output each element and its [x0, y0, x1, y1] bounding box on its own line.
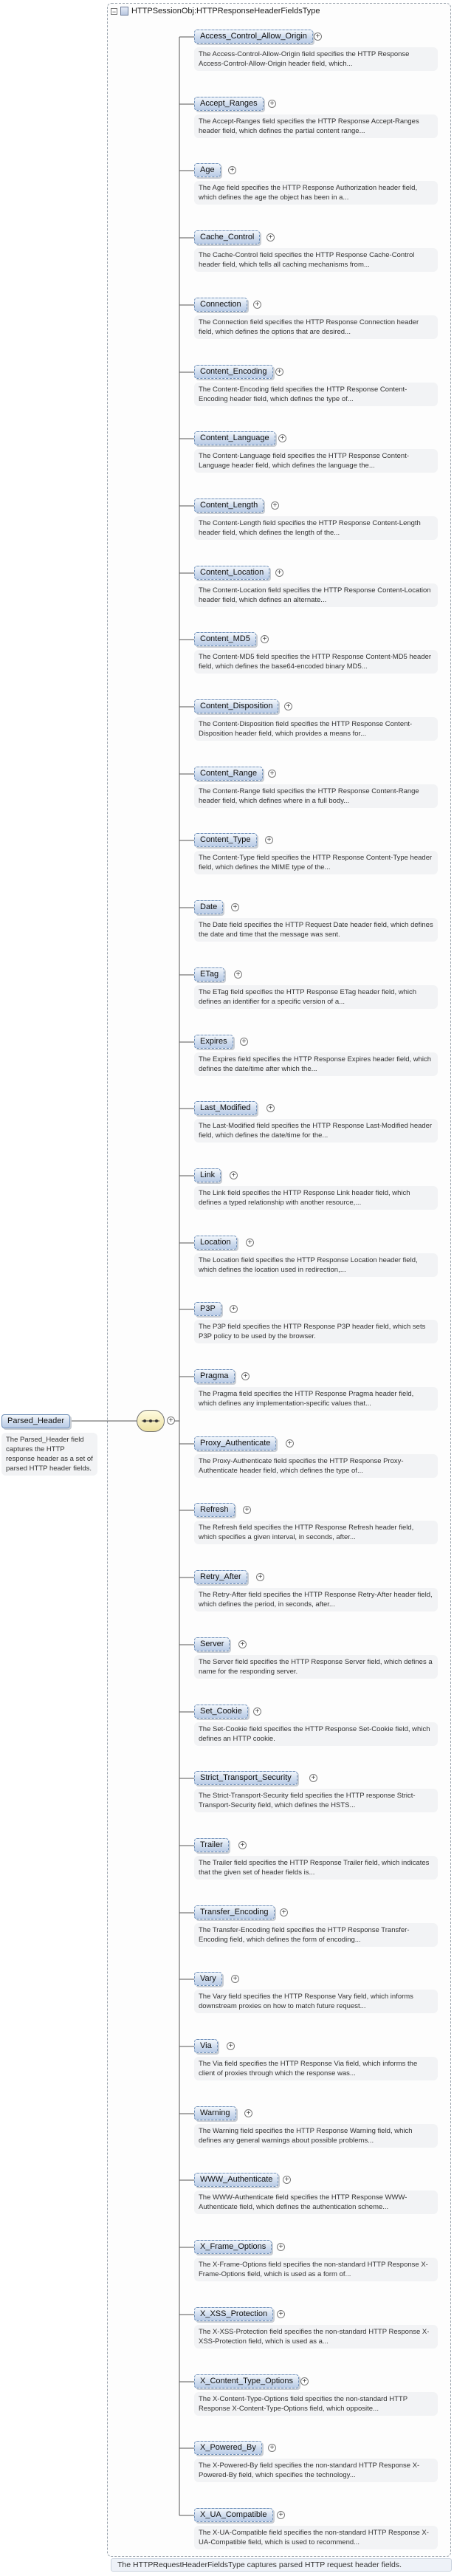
field-doc: The X-XSS-Protection field specifies the non-standard HTTP Response X-XSS-Protection field, which is used as a...: [194, 2325, 438, 2349]
field-expand-icon[interactable]: +: [243, 1506, 251, 1514]
field-label: Link: [200, 1171, 216, 1179]
field-node-retry-after[interactable]: [194, 1570, 247, 1584]
field-doc: The Content-Disposition field specifies the HTTP Response Content-Disposition header field, which provides a means for...: [194, 717, 438, 741]
field-node-content-range[interactable]: [194, 767, 263, 781]
field-node-pragma[interactable]: [194, 1369, 235, 1383]
field-label: Content_Range: [200, 769, 258, 778]
field-node-cache-control[interactable]: [194, 230, 260, 244]
field-node-content-encoding[interactable]: [194, 365, 273, 379]
field-node-expires[interactable]: [194, 1035, 233, 1049]
collapse-icon[interactable]: −: [111, 7, 117, 16]
field-doc: The Date field specifies the HTTP Request Date header field, which defines the date and time that the message was sent.: [194, 918, 438, 942]
field-label: Last_Modified: [200, 1103, 251, 1112]
field-expand-icon[interactable]: +: [265, 836, 273, 844]
field-expand-icon[interactable]: +: [275, 569, 283, 577]
field-expand-icon[interactable]: +: [268, 770, 276, 778]
field-doc: The Pragma field specifies the HTTP Response Pragma header field, which defines any implementation-specific values that...: [194, 1387, 438, 1411]
field-node-www-authenticate[interactable]: [194, 2173, 278, 2187]
field-expand-icon[interactable]: +: [230, 1171, 238, 1179]
field-label: Access_Control_Allow_Origin: [200, 32, 307, 41]
field-expand-icon[interactable]: +: [231, 1975, 239, 1983]
field-expand-icon[interactable]: +: [300, 2377, 309, 2385]
field-doc: The Expires field specifies the HTTP Response Expires header field, which defines the date/time after which the...: [194, 1052, 438, 1076]
field-node-content-length[interactable]: [194, 499, 264, 513]
field-expand-icon[interactable]: +: [266, 233, 275, 242]
field-label: Content_Disposition: [200, 702, 273, 710]
field-expand-icon[interactable]: +: [238, 1640, 247, 1648]
field-doc: The X-Powered-By field specifies the non-standard HTTP Response X-Powered-By field, which specifies the technology...: [194, 2459, 438, 2482]
field-node-x-ua-compatible[interactable]: [194, 2508, 273, 2522]
field-doc: The Proxy-Authenticate field specifies the HTTP Response Proxy-Authenticate header field, which defines the type of...: [194, 1454, 438, 1478]
field-label: Date: [200, 902, 218, 911]
field-expand-icon[interactable]: +: [283, 2176, 291, 2184]
field-doc: The Accept-Ranges field specifies the HTTP Response Accept-Ranges header field, which defines the partial content range...: [194, 114, 438, 138]
field-doc: The Server field specifies the HTTP Response Server field, which defines a name for the responding server.: [194, 1655, 438, 1679]
field-label: Location: [200, 1238, 231, 1247]
field-doc: The Transfer-Encoding field specifies the HTTP Response Transfer-Encoding field, which defines the form of encoding...: [194, 1923, 438, 1947]
field-expand-icon[interactable]: +: [228, 166, 236, 174]
field-node-x-content-type-options[interactable]: [194, 2374, 299, 2388]
field-label: ETag: [200, 970, 219, 979]
field-expand-icon[interactable]: +: [261, 635, 269, 643]
field-doc: The X-Frame-Options field specifies the non-standard HTTP Response X-Frame-Options field, which is used as a form of...: [194, 2258, 438, 2281]
field-label: Strict_Transport_Security: [200, 1773, 292, 1782]
field-doc: The Warning field specifies the HTTP Response Warning field, which defines any general warnings about possible problems...: [194, 2124, 438, 2148]
field-expand-icon[interactable]: +: [266, 1104, 275, 1112]
field-label: Content_Language: [200, 434, 269, 442]
field-doc: The Access-Control-Allow-Origin field specifies the HTTP Response Access-Control-Allow-Origin header field, which...: [194, 47, 438, 71]
field-doc: The Content-Type field specifies the HTTP Response Content-Type header field, which defines the MIME type of the...: [194, 851, 438, 874]
field-expand-icon[interactable]: +: [277, 2511, 285, 2519]
field-node-x-xss-protection[interactable]: [194, 2307, 273, 2321]
field-label: P3P: [200, 1304, 216, 1313]
sequence-compositor-icon[interactable]: [137, 1410, 165, 1432]
field-expand-icon[interactable]: +: [309, 1774, 317, 1782]
field-label: X_Powered_By: [200, 2443, 256, 2452]
field-label: Content_Type: [200, 835, 251, 844]
parsed-header-node[interactable]: [1, 1414, 70, 1428]
field-label: Trailer: [200, 1840, 223, 1849]
field-doc: The Refresh field specifies the HTTP Response Refresh header field, which specifies a given interval, in seconds, after...: [194, 1521, 438, 1544]
field-expand-icon[interactable]: +: [246, 1239, 254, 1247]
field-label: Server: [200, 1640, 224, 1648]
field-doc: The X-UA-Compatible field specifies the non-standard HTTP Response X-UA-Compatible field, which is used to recommend...: [194, 2526, 438, 2549]
field-label: Content_Location: [200, 568, 264, 577]
field-label: Refresh: [200, 1505, 229, 1514]
field-node-age[interactable]: [194, 163, 221, 177]
field-node-strict-transport-security[interactable]: [194, 1771, 297, 1785]
field-node-location[interactable]: [194, 1236, 237, 1250]
field-expand-icon[interactable]: +: [241, 1372, 250, 1380]
parsed-header-label: Parsed_Header: [7, 1417, 65, 1425]
field-label: X_UA_Compatible: [200, 2510, 267, 2519]
field-node-content-md5[interactable]: [194, 632, 256, 646]
field-node-content-disposition[interactable]: [194, 699, 278, 713]
field-expand-icon[interactable]: +: [275, 368, 283, 376]
seq-expand-icon[interactable]: +: [167, 1417, 175, 1425]
field-doc: The Content-Encoding field specifies the HTTP Response Content-Encoding header field, which defines the type of...: [194, 383, 438, 406]
type-name: HTTPSessionObj:HTTPResponseHeaderFieldsType: [131, 7, 320, 16]
field-expand-icon[interactable]: +: [280, 1908, 288, 1916]
field-node-x-powered-by[interactable]: [194, 2441, 262, 2455]
field-node-connection[interactable]: [194, 298, 247, 312]
field-label: Set_Cookie: [200, 1707, 242, 1716]
field-node-proxy-authenticate[interactable]: [194, 1436, 276, 1450]
field-label: Pragma: [200, 1371, 229, 1380]
field-label: Age: [200, 165, 215, 174]
field-expand-icon[interactable]: +: [314, 32, 322, 41]
field-node-p3p[interactable]: [194, 1302, 221, 1316]
field-doc: The WWW-Authenticate field specifies the HTTP Response WWW-Authenticate field, which defines the authentication scheme...: [194, 2190, 438, 2214]
field-expand-icon[interactable]: +: [244, 2109, 252, 2117]
field-node-trailer[interactable]: [194, 1838, 229, 1852]
field-doc: The Content-Range field specifies the HTTP Response Content-Range header field, which defines where in a full body...: [194, 784, 438, 808]
field-doc: The P3P field specifies the HTTP Response P3P header field, which sets P3P policy to be used by the browser.: [194, 1320, 438, 1343]
field-doc: The X-Content-Type-Options field specifies the non-standard HTTP Response X-Content-Type-Options field, which opposite...: [194, 2392, 438, 2416]
field-label: Proxy_Authenticate: [200, 1439, 271, 1448]
field-label: Vary: [200, 1974, 216, 1983]
field-label: Content_Length: [200, 501, 258, 510]
field-label: Warning: [200, 2109, 230, 2117]
field-expand-icon[interactable]: +: [238, 1841, 247, 1849]
field-doc: The Content-Location field specifies the HTTP Response Content-Location header field, which defines an alternate...: [194, 583, 438, 607]
field-doc: The Trailer field specifies the HTTP Response Trailer field, which indicates that the given set of header fields is...: [194, 1856, 438, 1880]
field-node-refresh[interactable]: [194, 1503, 235, 1517]
field-expand-icon[interactable]: +: [268, 100, 276, 108]
field-expand-icon[interactable]: +: [278, 434, 286, 442]
field-node-via[interactable]: [194, 2039, 218, 2053]
field-doc: The Strict-Transport-Security field specifies the HTTP response Strict-Transport-Security field, which defines the HSTS...: [194, 1789, 438, 1812]
field-doc: The Set-Cookie field specifies the HTTP Response Set-Cookie field, which defines an HTTP cookie.: [194, 1722, 438, 1746]
field-label: Content_Encoding: [200, 367, 267, 376]
field-expand-icon[interactable]: +: [277, 2243, 285, 2251]
field-label: Expires: [200, 1037, 227, 1046]
field-label: Transfer_Encoding: [200, 1908, 269, 1916]
type-caption: The HTTPRequestHeaderFieldsType captures parsed HTTP request header fields.: [111, 2558, 452, 2572]
field-doc: The Last-Modified field specifies the HTTP Response Last-Modified header field, which defines the date/time for the...: [194, 1119, 438, 1143]
field-expand-icon[interactable]: +: [231, 903, 239, 911]
field-doc: The Content-MD5 field specifies the HTTP Response Content-MD5 header field, which defines the base64-encoded binary MD5...: [194, 650, 438, 674]
field-expand-icon[interactable]: +: [256, 1573, 264, 1581]
field-expand-icon[interactable]: +: [230, 1305, 238, 1313]
field-label: Connection: [200, 300, 241, 309]
field-label: Cache_Control: [200, 233, 255, 242]
field-node-content-language[interactable]: [194, 431, 275, 445]
field-node-vary[interactable]: [194, 1972, 222, 1986]
field-node-transfer-encoding[interactable]: [194, 1905, 275, 1919]
field-label: X_Content_Type_Options: [200, 2377, 293, 2385]
field-node-warning[interactable]: [194, 2106, 236, 2120]
field-doc: The Location field specifies the HTTP Response Location header field, which defines the location used in redirection,...: [194, 1253, 438, 1277]
field-doc: The Link field specifies the HTTP Response Link header field, which defines a typed relationship with another resource,...: [194, 1186, 438, 1210]
field-label: Accept_Ranges: [200, 99, 258, 108]
field-node-access-control-allow-origin[interactable]: [194, 30, 313, 44]
field-expand-icon[interactable]: +: [271, 501, 279, 510]
parsed-header-doc: The Parsed_Header field captures the HTTP response header as a set of parsed HTTP header fields.: [1, 1433, 97, 1476]
field-expand-icon[interactable]: +: [286, 1439, 294, 1448]
field-doc: The Age field specifies the HTTP Response Authorization header field, which defines the age the object has been in a...: [194, 181, 438, 205]
field-label: Retry_After: [200, 1572, 241, 1581]
field-label: Content_MD5: [200, 634, 250, 643]
field-doc: The ETag field specifies the HTTP Response ETag header field, which defines an identifier for a specific version of a...: [194, 985, 438, 1009]
field-doc: The Content-Language field specifies the HTTP Response Content-Language header field, which defines the language the...: [194, 449, 438, 473]
field-expand-icon[interactable]: +: [234, 970, 242, 979]
field-doc: The Content-Length field specifies the HTTP Response Content-Length header field, which defines the length of the...: [194, 516, 438, 540]
field-expand-icon[interactable]: +: [240, 1038, 248, 1046]
field-doc: The Via field specifies the HTTP Response Via field, which informs the client of proxies through which the response was...: [194, 2057, 438, 2080]
field-node-set-cookie[interactable]: [194, 1705, 248, 1719]
field-expand-icon[interactable]: +: [227, 2042, 235, 2050]
field-label: X_Frame_Options: [200, 2242, 266, 2251]
field-expand-icon[interactable]: +: [284, 702, 292, 710]
field-node-etag[interactable]: [194, 967, 224, 982]
field-node-content-location[interactable]: [194, 566, 269, 580]
field-expand-icon[interactable]: +: [253, 301, 261, 309]
field-node-x-frame-options[interactable]: [194, 2240, 272, 2254]
field-label: Via: [200, 2041, 212, 2050]
field-node-content-type[interactable]: [194, 833, 257, 847]
field-expand-icon[interactable]: +: [277, 2310, 285, 2318]
field-node-accept-ranges[interactable]: [194, 97, 264, 111]
field-doc: The Vary field specifies the HTTP Response Vary field, which informs downstream proxies on how to match future request...: [194, 1990, 438, 2013]
field-label: WWW_Authenticate: [200, 2175, 273, 2184]
field-expand-icon[interactable]: +: [253, 1707, 261, 1716]
field-node-date[interactable]: [194, 900, 223, 914]
field-node-last-modified[interactable]: [194, 1101, 257, 1115]
field-expand-icon[interactable]: +: [268, 2444, 276, 2452]
field-label: X_XSS_Protection: [200, 2309, 268, 2318]
field-doc: The Connection field specifies the HTTP Response Connection header field, which defines the options that are desired...: [194, 315, 438, 339]
field-doc: The Retry-After field specifies the HTTP Response Retry-After header field, which defines the period, in seconds, after...: [194, 1588, 438, 1611]
field-node-link[interactable]: [194, 1168, 221, 1182]
field-node-server[interactable]: [194, 1637, 230, 1651]
field-doc: The Cache-Control field specifies the HTTP Response Cache-Control header field, which tells all caching mechanisms from...: [194, 248, 438, 272]
